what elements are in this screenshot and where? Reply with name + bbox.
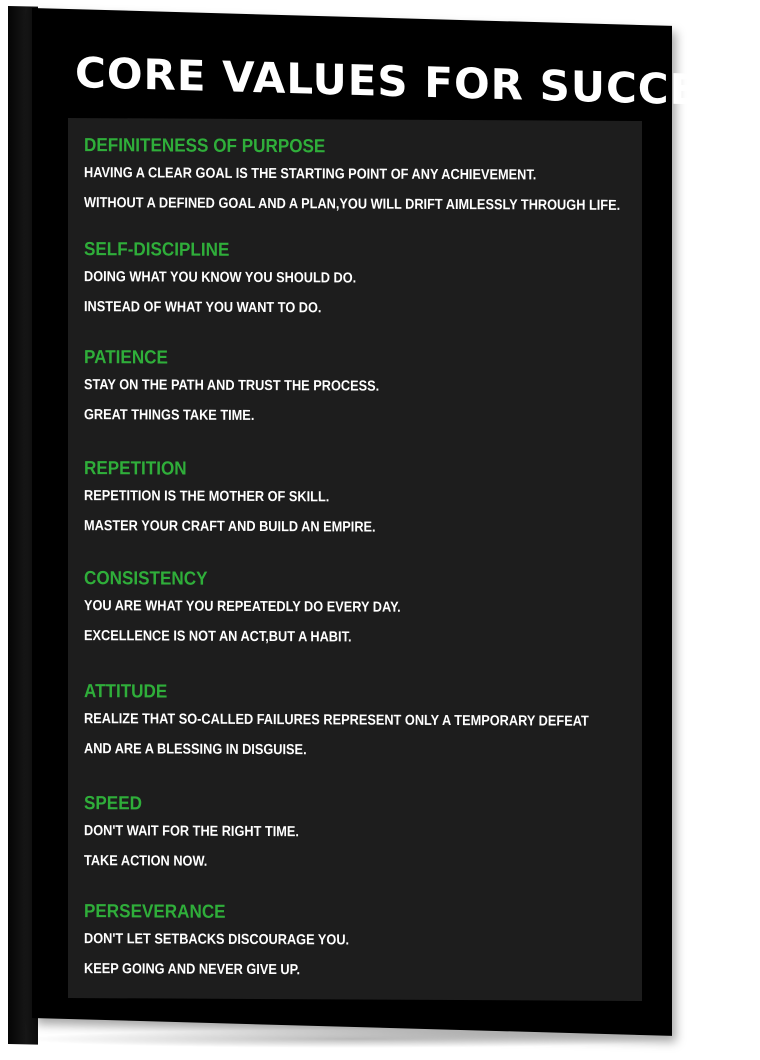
value-heading: ATTITUDE: [84, 681, 168, 703]
poster-title: CORE VALUES FOR SUCCESS: [75, 48, 760, 117]
value-text-line: KEEP GOING AND NEVER GIVE UP.: [84, 961, 301, 979]
value-heading: SPEED: [84, 793, 142, 815]
value-section: [84, 567, 634, 654]
value-section: [84, 457, 634, 544]
value-text-line: HAVING A CLEAR GOAL IS THE STARTING POINT OF ANY ACHIEVEMENT.: [84, 165, 537, 184]
value-text-line: DON'T LET SETBACKS DISCOURAGE YOU.: [84, 931, 350, 949]
value-heading: REPETITION: [84, 458, 187, 480]
value-text-line: INSTEAD OF WHAT YOU WANT TO DO.: [84, 299, 322, 317]
value-section: [84, 900, 634, 987]
value-section: [84, 238, 634, 325]
value-text-line: GREAT THINGS TAKE TIME.: [84, 407, 255, 424]
value-text-line: REPETITION IS THE MOTHER OF SKILL.: [84, 488, 330, 506]
value-section: [84, 680, 634, 767]
value-heading: CONSISTENCY: [84, 568, 208, 590]
value-heading: PERSEVERANCE: [84, 901, 226, 923]
value-text-line: STAY ON THE PATH AND TRUST THE PROCESS.: [84, 377, 380, 395]
canvas-shadow: [20, 1030, 680, 1048]
value-text-line: AND ARE A BLESSING IN DISGUISE.: [84, 741, 307, 759]
value-heading: SELF-DISCIPLINE: [84, 239, 230, 261]
value-section: [84, 134, 634, 221]
value-text-line: YOU ARE WHAT YOU REPEATEDLY DO EVERY DAY.: [84, 598, 401, 616]
value-text-line: EXCELLENCE IS NOT AN ACT,BUT A HABIT.: [84, 628, 352, 646]
value-text-line: DOING WHAT YOU KNOW YOU SHOULD DO.: [84, 269, 357, 287]
values-panel: [68, 118, 642, 1001]
value-heading: DEFINITENESS OF PURPOSE: [84, 135, 326, 158]
value-text-line: REALIZE THAT SO-CALLED FAILURES REPRESENT ONLY A TEMPORARY DEFEAT: [84, 711, 589, 730]
value-section: [84, 346, 634, 433]
value-section: [84, 792, 634, 879]
value-text-line: TAKE ACTION NOW.: [84, 853, 208, 870]
value-text-line: MASTER YOUR CRAFT AND BUILD AN EMPIRE.: [84, 518, 376, 536]
value-text-line: DON'T WAIT FOR THE RIGHT TIME.: [84, 823, 299, 841]
value-heading: PATIENCE: [84, 347, 168, 369]
value-text-line: WITHOUT A DEFINED GOAL AND A PLAN,YOU WILL DRIFT AIMLESSLY THROUGH LIFE.: [84, 195, 621, 214]
